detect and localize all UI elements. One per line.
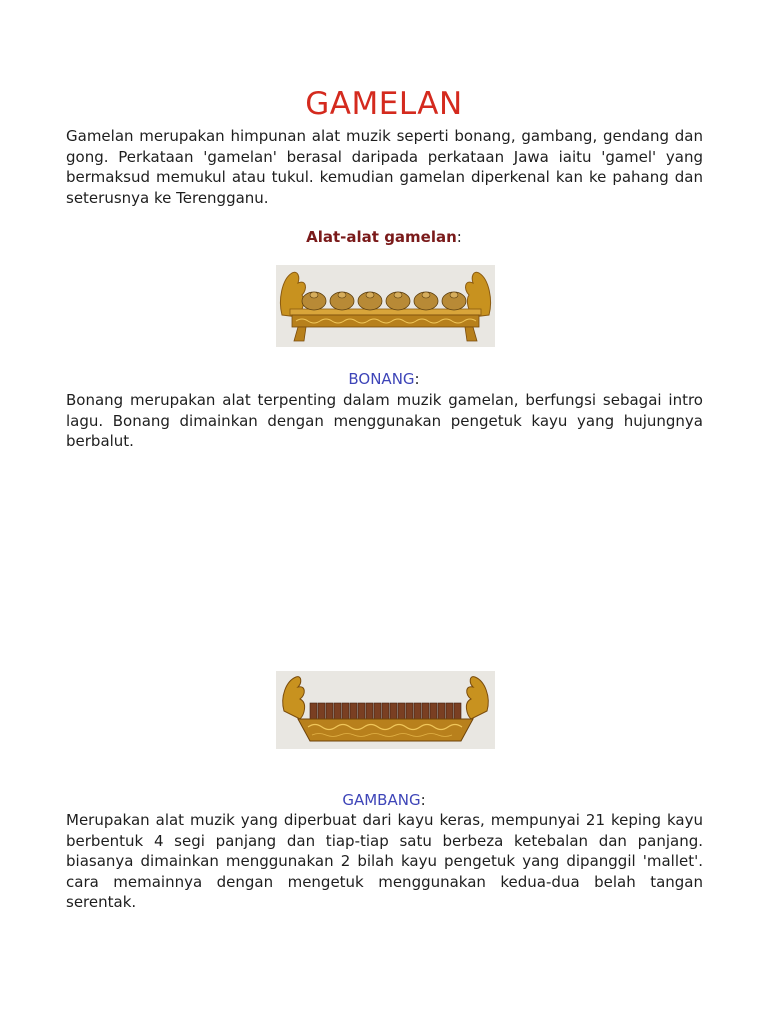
bonang-image [276, 265, 495, 347]
gambang-heading-text: GAMBANG [342, 791, 421, 809]
bonang-heading-colon: : [414, 370, 420, 388]
gambang-image [276, 671, 495, 749]
page-title: GAMELAN [305, 86, 463, 122]
gambang-heading [0, 791, 768, 809]
gambang-heading-colon: : [420, 791, 426, 809]
bonang-heading-text: BONANG [348, 370, 415, 388]
instruments-heading-text: Alat-alat gamelan [306, 228, 457, 246]
instruments-heading [0, 228, 768, 246]
instruments-heading-colon: : [456, 228, 462, 246]
gambang-paragraph: Merupakan alat muzik yang diperbuat dari kayu keras, mempunyai 21 keping kayu berbentuk 4 segi panjang dan tiap-tiap satu berbeza ketebalan dan panjang. biasanya dimainkan menggunakan 2 bilah kayu pengetuk yang dipanggil 'mallet'. cara memainnya dengan mengetuk menggunakan kedua-dua belah tangan serentak. [66, 811, 703, 911]
intro-paragraph: Gamelan merupakan himpunan alat muzik seperti bonang, gambang, gendang dan gong. Perkataan 'gamelan' berasal daripada perkataan Jawa iaitu 'gamel' yang bermaksud memukul atau tukul. kemudian gamelan diperkenal kan ke pahang dan seterusnya ke Terengganu. [66, 127, 703, 207]
bonang-illustration [276, 265, 495, 347]
bonang-paragraph: Bonang merupakan alat terpenting dalam muzik gamelan, berfungsi sebagai intro lagu. Bonang dimainkan dengan menggunakan pengetuk kayu yang hujungnya berbalut. [66, 391, 703, 450]
gambang-illustration [276, 671, 495, 749]
bonang-heading [0, 370, 768, 388]
